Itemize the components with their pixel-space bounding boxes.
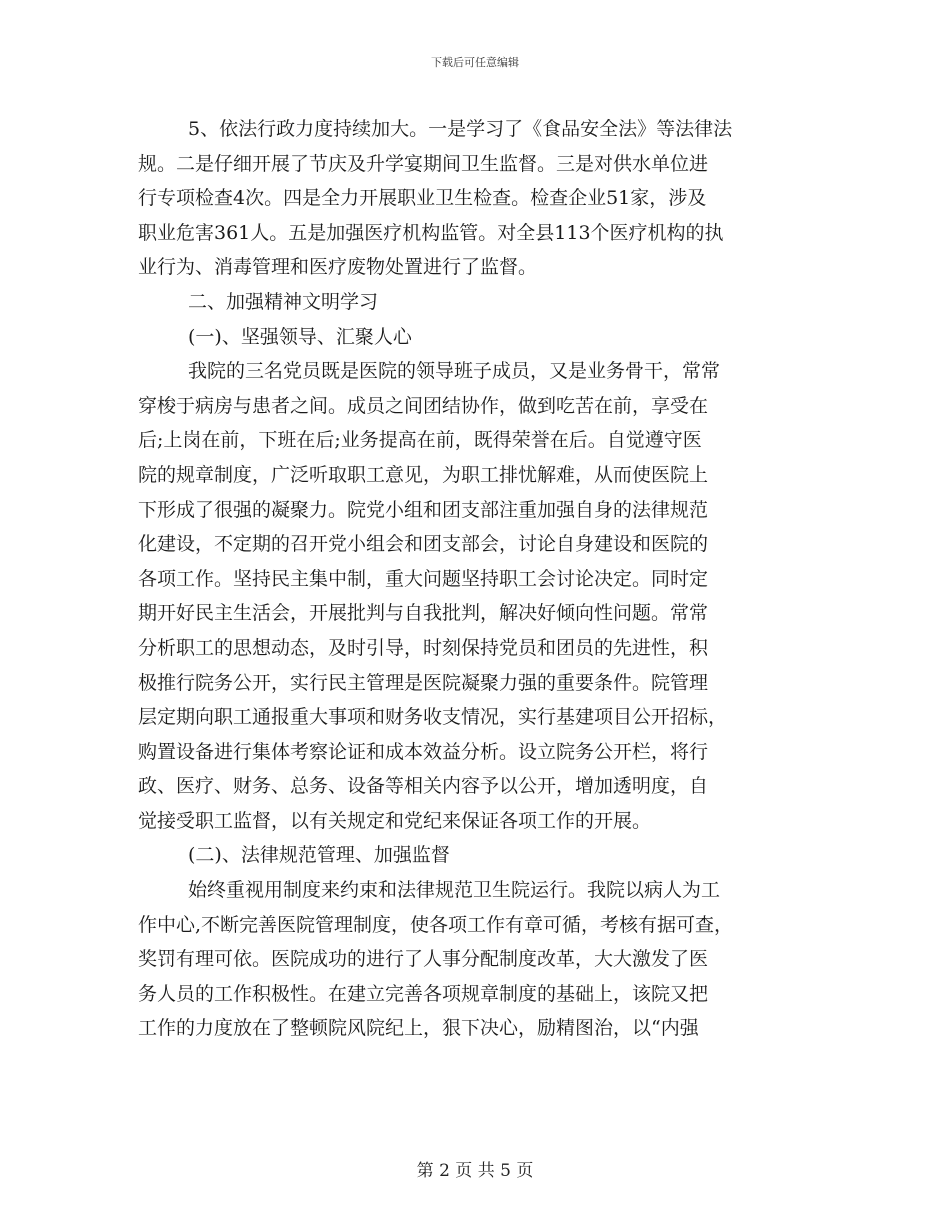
paragraph [138,112,810,285]
text-line: 各项工作。坚持民主集中制，重大问题坚持职工会讨论决定。同时定 [138,567,709,590]
text-line: 始终重视用制度来约束和法律规范卫生院运行。我院以病人为工 [188,879,721,902]
page-header-note: 下载后可任意编辑 [431,56,519,69]
paragraph [138,354,810,838]
subsection-heading [138,838,810,873]
heading-text: 二、加强精神文明学习 [188,290,379,313]
text-line: 作中心,不断完善医院管理制度，使各项工作有章可循，考核有据可查， [138,913,734,936]
text-line: 层定期向职工通报重大事项和财务收支情况，实行基建项目公开招标， [138,706,728,729]
text-line: 穿梭于病房与患者之间。成员之间团结协作，做到吃苦在前，享受在 [138,394,709,417]
page-number-footer: 第 2 页 共 5 页 [416,1161,534,1181]
text-line: 奖罚有理可依。医院成功的进行了人事分配制度改革，大大激发了医 [138,948,709,971]
text-line: 务人员的工作积极性。在建立完善各项规章制度的基础上，该院又把 [138,982,709,1005]
text-line: 业行为、消毒管理和医疗废物处置进行了监督。 [138,256,538,279]
text-line: 院的规章制度，广泛听取职工意见，为职工排忧解难，从而使医院上 [138,463,709,486]
text-line: 行专项检查4次。四是全力开展职业卫生检查。检查企业51家，涉及 [138,187,707,210]
heading-text: (一)、坚强领导、汇聚人心 [188,325,412,348]
text-line: 职业危害361人。五是加强医疗机构监管。对全县113个医疗机构的执 [138,221,724,244]
section-heading [138,285,810,320]
text-line: 期开好民主生活会，开展批判与自我批判，解决好倾向性问题。常常 [138,602,709,625]
heading-text: (二)、法律规范管理、加强监督 [188,844,450,867]
subsection-heading [138,320,810,355]
text-line: 分析职工的思想动态，及时引导，时刻保持党员和团员的先进性，积 [138,636,709,659]
text-line: 觉接受职工监督，以有关规定和党纪来保证各项工作的开展。 [138,809,652,832]
text-line: 规。二是仔细开展了节庆及升学宴期间卫生监督。三是对供水单位进 [138,152,709,175]
text-line: 下形成了很强的凝聚力。院党小组和团支部注重加强自身的法律规范 [138,498,709,521]
text-line: 工作的力度放在了整顿院风院纪上，狠下决心，励精图治，以“内强 [138,1017,699,1040]
text-line: 5、依法行政力度持续加大。一是学习了《食品安全法》等法律法 [188,118,733,140]
text-line: 购置设备进行集体考察论证和成本效益分析。设立院务公开栏，将行 [138,740,709,763]
document-body [138,112,810,1046]
text-line: 我院的三名党员既是医院的领导班子成员，又是业务骨干，常常 [188,360,721,383]
text-line: 化建设，不定期的召开党小组会和团支部会，讨论自身建设和医院的 [138,533,709,556]
paragraph [138,873,810,1046]
text-line: 后;上岗在前，下班在后;业务提高在前，既得荣誉在后。自觉遵守医 [138,429,702,452]
text-line: 政、医疗、财务、总务、设备等相关内容予以公开，增加透明度，自 [138,775,709,798]
text-line: 极推行院务公开，实行民主管理是医院凝聚力强的重要条件。院管理 [138,671,709,694]
